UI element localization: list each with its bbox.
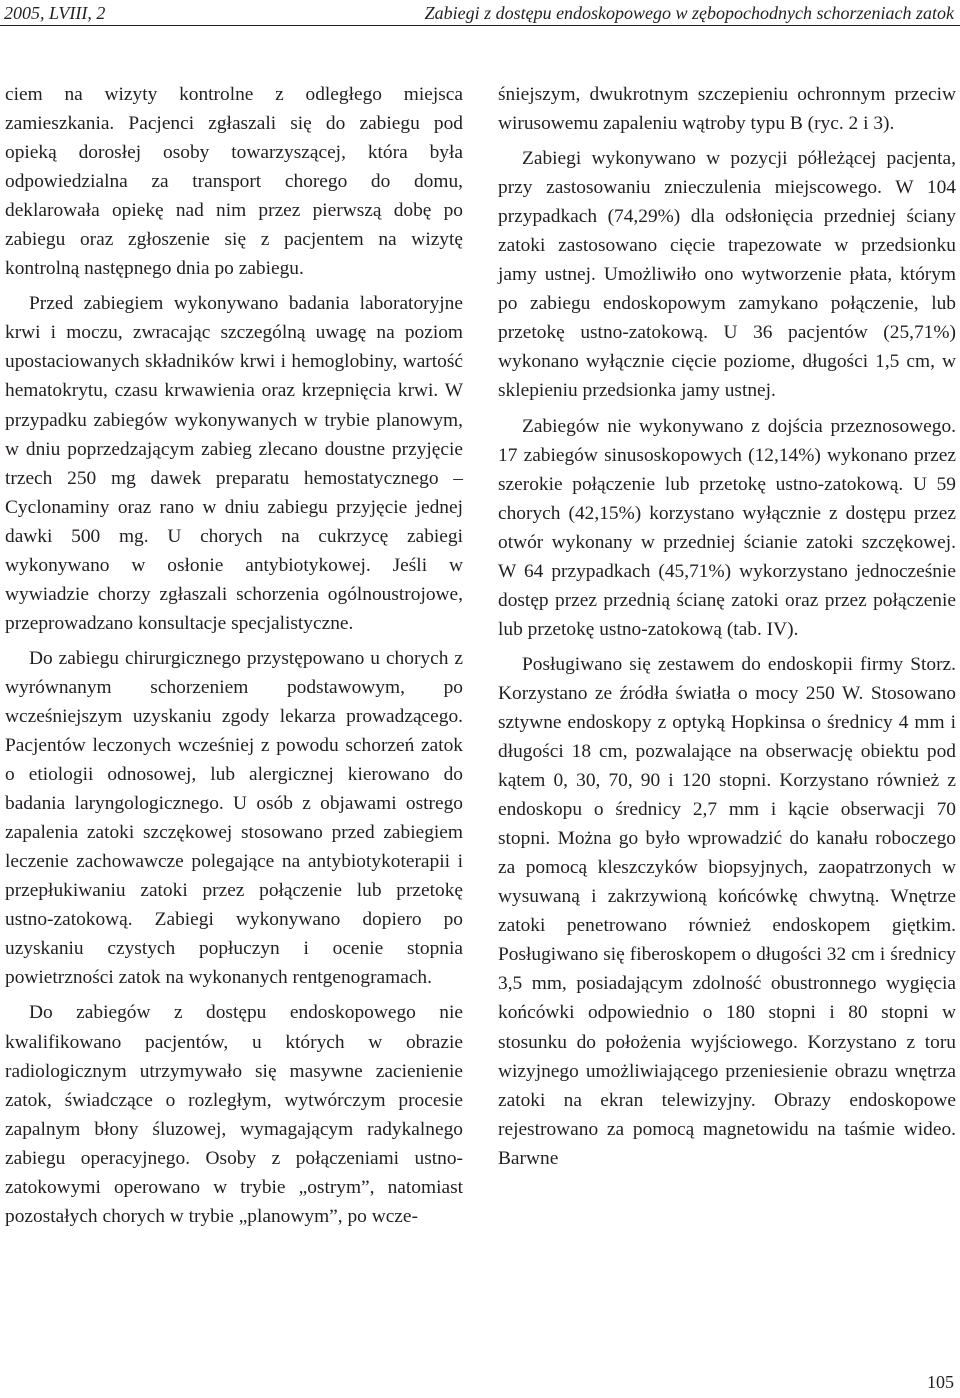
paragraph: Do zabiegu chirurgicznego przystępowano u chorych z wyrównanym schorzeniem podstawowym, po wcześniejszym uzyskaniu zgody lekarza prowadzącego. Pacjentów leczonych wcześniej z powodu schorzeń zatok o etiologii odnosowej, lub alergicznej kierowano do badania laryngologicznego. U osób z objawami ostrego zapalenia zatoki szczękowej stosowano przed zabiegiem leczenie zachowawcze polegające na antybiotykoterapii i przepłukiwaniu zatoki przez połączenie lub przetokę ustno-zatokową. Zabiegi wykonywano dopiero po uzyskaniu czystych popłuczyn i ocenie stopnia powietrzności zatok na wykonanych rentgenogramach. (5, 647, 463, 989)
paragraph: Do zabiegów z dostępu endoskopowego nie kwalifikowano pacjentów, u których w obrazie radiologicznym utrzymywało się masywne zacienienie zatok, świadczące o rozległym, wytwórczym procesie zapalnym błony śluzowej, wymagającym radykalnego zabiegu operacyjnego. Osoby z połączeniami ustno-zatokowymi operowano w trybie „ostrym”, natomiast pozostałych chorych w trybie „planowym”, po wcze- (5, 1002, 463, 1227)
right-column (498, 80, 956, 1179)
paragraph: Posługiwano się zestawem do endoskopii firmy Storz. Korzystano ze źródła światła o mocy 250 W. Stosowano sztywne endoskopy z optyką Hopkinsa o średnicy 4 mm i długości 18 cm, pozwalające na obserwację obiektu pod kątem 0, 30, 70, 90 i 120 stopni. Korzystano również z endoskopu o średnicy 2,7 mm i kącie obserwacji 70 stopni. Można go było wprowadzić do kanału roboczego za pomocą kleszczyków biopsyjnych, zaopatrzonych w wysuwaną i zakrzywioną końcówkę chwytną. Wnętrze zatoki penetrowano również endoskopem giętkim. Posługiwano się fiberoskopem o długości 32 cm i średnicy 3,5 mm, posiadającym zdolność obustronnego wygięcia końcówki odpowiednio o 180 stopni i 80 stopni w stosunku do położenia wyjściowego. Korzystano z toru wizyjnego umożliwiającego przeniesienie obrazu wnętrza zatoki na ekran telewizyjny. Obrazy endoskopowe rejestrowano za pomocą magnetowidu na taśmie wideo. Barwne (498, 653, 956, 1169)
paragraph: Zabiegi wykonywano w pozycji półleżącej pacjenta, przy zastosowaniu znieczulenia miejscowego. W 104 przypadkach (74,29%) dla odsłonięcia przedniej ściany zatoki zastosowano cięcie trapezowate w przedsionku jamy ustnej. Umożliwiło ono wytworzenie płata, którym po zabiegu endoskopowym zamykano połączenie, lub przetokę ustno-zatokową. U 36 pacjentów (25,71%) wykonano wyłącznie cięcie poziome, długości 1,5 cm, w sklepieniu przedsionka jamy ustnej. (498, 148, 956, 402)
journal-issue: 2005, LVIII, 2 (4, 3, 106, 23)
header-rule (0, 25, 960, 26)
running-header (0, 0, 960, 26)
paragraph: Zabiegów nie wykonywano z dojścia przeznosowego. 17 zabiegów sinusoskopowych (12,14%) wykonano przez szerokie połączenie lub przetokę ustno-zatokową. U 59 chorych (42,15%) korzystano wyłącznie z dostępu przez otwór wykonany w przedniej ścianie zatoki szczękowej. W 64 przypadkach (45,71%) wykorzystano jednocześnie dostęp przez przednią ścianę zatoki oraz przez połączenie lub przetokę ustno-zatokową (tab. IV). (498, 415, 956, 640)
paragraph: ciem na wizyty kontrolne z odległego miejsca zamieszkania. Pacjenci zgłaszali się do zabiegu pod opieką dorosłej osoby towarzyszącej, która była odpowiedzialna za transport chorego do domu, deklarowała opiekę nad nim przez pierwszą dobę po zabiegu oraz zgłoszenie się z pacjentem na wizytę kontrolną następnego dnia po zabiegu. (5, 84, 463, 280)
left-column (5, 80, 463, 1237)
paragraph: Przed zabiegiem wykonywano badania laboratoryjne krwi i moczu, zwracając szczególną uwagę na poziom upostaciowanych składników krwi i hemoglobiny, wartość hematokrytu, czasu krwawienia oraz krzepnięcia krwi. W przypadku zabiegów wykonywanych w trybie planowym, w dniu poprzedzającym zabieg zlecano doustne przyjęcie trzech 250 mg dawek preparatu hemostatycznego – Cyclonaminy oraz rano w dniu zabiegu przyjęcie jednej dawki 500 mg. U chorych na cukrzycę zabiegi wykonywano w osłonie antybiotykowej. Jeśli w wywiadzie chorzy zgłaszali schorzenia ogólnoustrojowe, przeprowadzano konsultacje specjalistyczne. (5, 293, 463, 634)
paragraph: śniejszym, dwukrotnym szczepieniu ochronnym przeciw wirusowemu zapaleniu wątroby typu B (ryc. 2 i 3). (498, 84, 956, 135)
running-title: Zabiegi z dostępu endoskopowego w zębopochodnych schorzeniach zatok (424, 3, 954, 23)
page-number: 105 (927, 1372, 954, 1392)
